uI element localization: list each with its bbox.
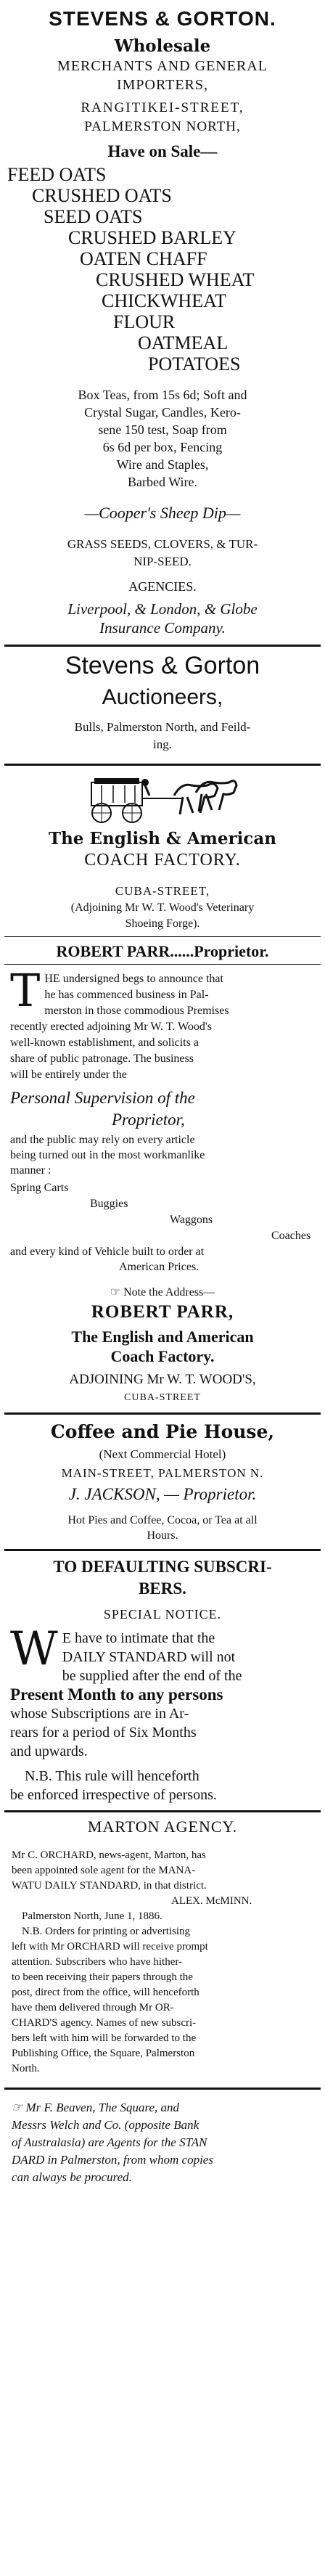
adjoining-wood: ADJOINING Mr W. T. WOOD'S, xyxy=(69,1372,256,1387)
agents-notice xyxy=(0,2099,325,2186)
text-line: share of public patronage. The business xyxy=(10,1052,194,1065)
coffee-pie-title: Coffee and Pie House, xyxy=(50,1421,275,1442)
agencies-heading: AGENCIES. xyxy=(128,579,197,594)
text-line: and upwards. xyxy=(10,1743,88,1759)
text-line: Coach Factory. xyxy=(110,1347,215,1365)
text-line: Box Teas, from 15s 6d; Soft and xyxy=(78,388,247,402)
wholesale-heading: Wholesale xyxy=(114,36,211,56)
text-line: ☞ Mr F. Beaven, The Square, and xyxy=(12,2101,180,2114)
drop-cap: W xyxy=(10,1622,58,1676)
product-item: CHICKWHEAT xyxy=(102,290,226,311)
text-line: Shoeing Forge). xyxy=(125,917,200,930)
coach-factory-body xyxy=(0,964,325,1083)
product-list xyxy=(0,164,325,375)
text-line: Proprietor, xyxy=(112,1111,185,1129)
defaulting-title xyxy=(0,1556,325,1600)
nb-paragraph xyxy=(0,1767,325,1804)
text-line: he has commenced business in Pal- xyxy=(44,989,209,1001)
text-line: Barbed Wire. xyxy=(128,475,197,489)
divider xyxy=(4,645,321,647)
text-line: DAILY STANDARD will not xyxy=(62,1649,236,1665)
text-line: Mr C. ORCHARD, news-agent, Marton, has xyxy=(12,1849,206,1861)
drop-cap: T xyxy=(10,964,41,1017)
text-line: being turned out in the most workmanlike xyxy=(10,1149,205,1161)
stevens-gorton-title: STEVENS & GORTON. xyxy=(49,7,276,30)
text-line: TO DEFAULTING SUBSCRI- xyxy=(53,1558,272,1576)
divider xyxy=(4,764,321,766)
divider xyxy=(4,1549,321,1551)
factory-name xyxy=(0,1327,325,1366)
vehicle-item: Buggies xyxy=(90,1198,128,1210)
personal-supervision xyxy=(0,1087,325,1131)
text-line: CHARD'S agency. Names of new subscri- xyxy=(12,2017,197,2029)
text-line: whose Subscriptions are in Ar- xyxy=(10,1706,189,1722)
coach-factory-title: The English & American xyxy=(48,829,277,849)
product-item: FLOUR xyxy=(113,311,176,332)
public-rely-paragraph xyxy=(0,1132,325,1178)
text-line: manner : xyxy=(10,1164,52,1177)
text-line: Publishing Office, the Square, Palmerston xyxy=(12,2048,195,2059)
text-line: Bulls, Palmerston North, and Feild- xyxy=(74,720,251,734)
product-item: OATMEAL xyxy=(138,332,229,353)
text-line: post, direct from the office, will henceforth xyxy=(12,1987,199,1998)
text-line: Palmerston North, June 1, 1886. xyxy=(22,1910,162,1922)
merchants-line: MERCHANTS AND GENERAL xyxy=(57,58,268,74)
coffee-pie-body xyxy=(0,1513,325,1543)
text-line: Hours. xyxy=(147,1529,178,1542)
text-line: North. xyxy=(12,2063,40,2074)
vehicle-item: Coaches xyxy=(271,1230,311,1242)
text-line: left with Mr ORCHARD will receive prompt xyxy=(12,1941,208,1953)
divider xyxy=(4,1810,321,1812)
sheep-dip-line: —Cooper's Sheep Dip— xyxy=(84,504,241,522)
divider xyxy=(4,964,321,965)
text-line: NIP-SEED. xyxy=(133,555,192,568)
grass-seeds-paragraph xyxy=(0,536,325,571)
street-line: RANGITIKEI-STREET, xyxy=(81,100,244,115)
divider xyxy=(4,936,321,937)
marton-agency-title: MARTON AGENCY. xyxy=(87,1817,238,1836)
cuba-street-line: CUBA-STREET, xyxy=(115,884,210,898)
product-item: SEED OATS xyxy=(44,206,143,227)
text-line: recently erected adjoining Mr W. T. Wood's xyxy=(10,1021,212,1033)
text-line: Wire and Staples, xyxy=(116,457,209,472)
every-kind-paragraph xyxy=(0,1244,325,1275)
cuba-street-footer: CUBA-STREET xyxy=(124,1392,201,1403)
divider xyxy=(4,1412,321,1415)
insurance-agencies xyxy=(0,600,325,637)
text-line: have them delivered through Mr OR- xyxy=(12,2002,174,2013)
text-line: to been receiving their papers through the xyxy=(12,1971,193,1983)
special-notice: SPECIAL NOTICE. xyxy=(103,1607,222,1622)
text-line: HE undersigned begs to announce that xyxy=(44,973,223,985)
product-item: OATEN CHAFF xyxy=(80,248,207,269)
text-line: be enforced irrespective of persons. xyxy=(10,1787,217,1803)
note-address: ☞ Note the Address— xyxy=(110,1286,215,1299)
on-sale-line: Have on Sale— xyxy=(107,142,218,160)
vehicle-item: Spring Carts xyxy=(10,1182,69,1194)
coach-and-horses-icon xyxy=(87,774,238,825)
auctioneers-subtitle: Auctioneers, xyxy=(102,685,223,709)
text-line: 6s 6d per box, Fencing xyxy=(102,440,223,454)
auctioneers-locations xyxy=(0,719,325,753)
text-line: rears for a period of Six Months xyxy=(10,1725,197,1741)
box-teas-paragraph xyxy=(0,386,325,491)
text-line: bers left with him will be forwarded to the xyxy=(12,2032,197,2044)
product-item: CRUSHED WHEAT xyxy=(96,269,255,290)
text-line: E have to intimate that the xyxy=(62,1630,215,1646)
text-line: DARD in Palmerston, from whom copies xyxy=(12,2153,213,2167)
adjoining-note xyxy=(0,900,325,932)
text-line: attention. Subscribers who have hither- xyxy=(12,1956,183,1968)
vehicle-item: Waggons xyxy=(170,1214,213,1226)
product-item: POTATOES xyxy=(148,353,241,375)
text-line: N.B. Orders for printing or advertising xyxy=(22,1926,191,1937)
text-line: sene 150 test, Soap from xyxy=(98,422,227,437)
coffee-pie-sub: (Next Commercial Hotel) xyxy=(99,1447,226,1461)
text-line: BERS. xyxy=(139,1579,186,1598)
auctioneers-title: Stevens & Gorton xyxy=(65,652,260,679)
text-line: WATU DAILY STANDARD, in that district. xyxy=(12,1880,207,1892)
text-line: N.B. This rule will henceforth xyxy=(25,1768,199,1784)
coach-factory-subtitle: COACH FACTORY. xyxy=(84,851,241,870)
text-line: and every kind of Vehicle built to order at xyxy=(10,1246,205,1258)
text-line: been appointed sole agent for the MANA- xyxy=(12,1865,196,1876)
marton-agency-body xyxy=(0,1848,325,2077)
text-line: merston in those commodious Premises xyxy=(44,1005,229,1017)
text-line: will be entirely under the xyxy=(10,1068,127,1081)
product-item: CRUSHED BARLEY xyxy=(68,227,236,248)
text-line: of Australasia) are Agents for the STAN xyxy=(12,2135,207,2149)
text-line: The English and American xyxy=(71,1328,254,1346)
text-line: Crystal Sugar, Candles, Kero- xyxy=(84,405,241,420)
text-line: Personal Supervision of the xyxy=(10,1089,195,1107)
importers-line: IMPORTERS, xyxy=(116,77,209,93)
robert-parr-name: ROBERT PARR, xyxy=(91,1302,234,1322)
text-line: Insurance Company. xyxy=(99,619,226,637)
text-line: Hot Pies and Coffee, Cocoa, or Tea at all xyxy=(67,1514,258,1526)
text-line: American Prices. xyxy=(119,1261,199,1273)
coffee-pie-address: MAIN-STREET, PALMERSTON N. xyxy=(61,1466,264,1480)
town-line: PALMERSTON NORTH, xyxy=(84,119,241,134)
product-item: FEED OATS xyxy=(7,164,107,185)
coffee-pie-proprietor: J. JACKSON, — Proprietor. xyxy=(68,1485,257,1503)
text-line: be supplied after the end of the xyxy=(62,1668,242,1684)
text-line: Present Month to any persons xyxy=(10,1685,223,1704)
text-line: (Adjoining Mr W. T. Wood's Veterinary xyxy=(70,901,255,914)
proprietor-line: ROBERT PARR......Proprietor. xyxy=(56,942,269,960)
divider xyxy=(4,2088,321,2090)
coach-illustration xyxy=(87,774,238,825)
text-line: GRASS SEEDS, CLOVERS, & TUR- xyxy=(67,537,258,551)
text-line: and the public may rely on every article xyxy=(10,1134,195,1146)
text-line: can always be procured. xyxy=(12,2170,132,2184)
product-item: CRUSHED OATS xyxy=(32,185,172,206)
text-line: ALEX. McMINN. xyxy=(171,1895,252,1907)
text-line: Messrs Welch and Co. (opposite Bank xyxy=(12,2118,199,2132)
text-line: Liverpool, & London, & Globe xyxy=(67,600,258,618)
defaulting-body xyxy=(0,1622,325,1761)
vehicle-list xyxy=(0,1180,325,1244)
text-line: ing. xyxy=(153,737,172,751)
text-line: well-known establishment, and solicits a xyxy=(10,1036,199,1049)
